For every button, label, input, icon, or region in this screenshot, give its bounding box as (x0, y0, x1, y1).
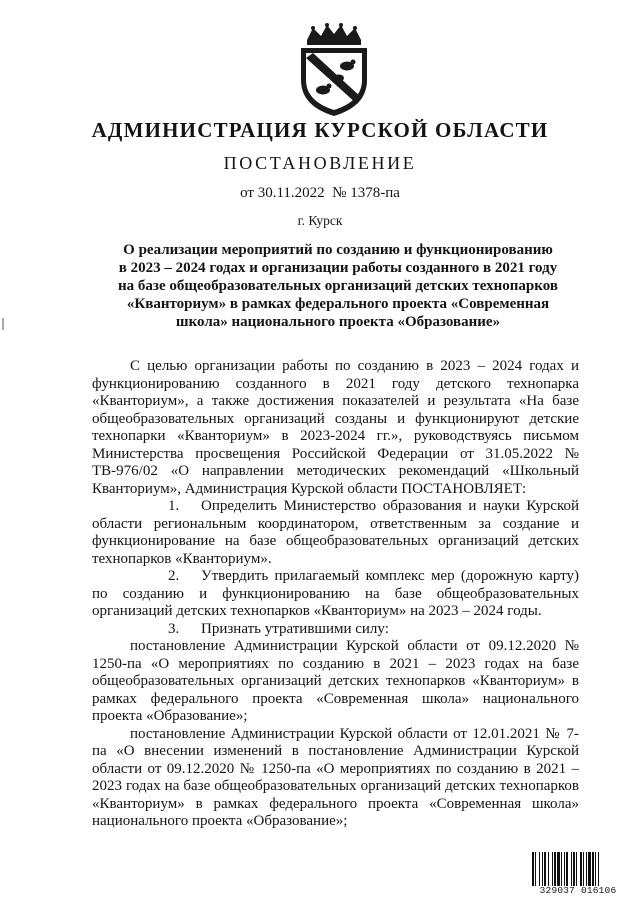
numbered-item (92, 621, 579, 639)
item-text: Определить Министерство образования и науки Курской области региональным координатором, ответственным за создание и функционирование на базе общеобразовательных организаций детских технопарков «Кванториум». (92, 498, 579, 567)
issuing-authority: АДМИНИСТРАЦИЯ КУРСКОЙ ОБЛАСТИ (91, 118, 549, 142)
item-text: Утвердить прилагаемый комплекс мер (дорожную карту) по созданию и функционированию на базе общеобразовательных организаций детских технопарков «Кванториум» на 2023 – 2024 годы. (92, 568, 579, 619)
title-line: школа» национального проекта «Образование» (175, 314, 501, 330)
preamble-paragraph: С целью организации работы по созданию в 2023 – 2024 годах и функционированию созданного в 2021 году детского технопарка «Кванториум», а также достижения показателей и результата «На базе общеобразовательных организаций созданы и функционируют детские технопарки «Кванториум» в 2023-2024 гг.», руководствуясь письмом Министерства просвещения Российской Федерации от 31.05.2022 № ТВ-976/02 «О направлении методических рекомендаций «Школьный Кванториум», Администрация Курской области ПОСТАНОВЛЯЕТ: (92, 358, 579, 497)
kursk-coat-of-arms-icon (291, 22, 377, 118)
document-title (100, 241, 576, 331)
item-number: 2. (168, 568, 180, 584)
item-number: 1. (168, 498, 180, 514)
item-number: 3. (168, 620, 180, 637)
document-barcode (532, 852, 624, 896)
item-text: Признать утратившими силу: (201, 620, 389, 637)
scan-edge-mark (2, 318, 4, 330)
title-line: О реализации мероприятий по созданию и функционированию (123, 242, 553, 258)
numbered-item (92, 568, 579, 621)
document-body (92, 358, 579, 831)
document-city: г. Курск (297, 213, 343, 228)
title-line: в 2023 – 2024 годах и организации работы созданного в 2021 году (118, 260, 558, 276)
barcode-number: 329037 016106 (539, 885, 617, 896)
barcode-icon (532, 852, 624, 886)
document-date-number: от 30.11.2022 № 1378-па (240, 185, 400, 201)
title-line: на базе общеобразовательных организаций детских технопарков (118, 278, 558, 294)
numbered-item (92, 498, 579, 568)
repealed-act: постановление Администрации Курской области от 09.12.2020 № 1250-па «О мероприятиях по созданию в 2021 – 2023 годах на базе общеобразовательных организаций детских технопарков «Кванториум» в рамках федерального проекта «Современная школа» национального проекта «Образование»; (92, 638, 579, 724)
document-type: ПОСТАНОВЛЕНИЕ (223, 153, 417, 173)
title-line: «Кванториум» в рамках федерального проекта «Современная (126, 296, 550, 312)
repealed-act: постановление Администрации Курской области от 12.01.2021 № 7-па «О внесении изменений в постановление Администрации Курской области от 09.12.2020 № 1250-па «О мероприятиях по созданию в 2021 – 2023 годах на базе общеобразовательных организаций детских технопарков «Кванториум» в рамках федерального проекта «Современная школа» национального проекта «Образование»; (92, 725, 579, 829)
